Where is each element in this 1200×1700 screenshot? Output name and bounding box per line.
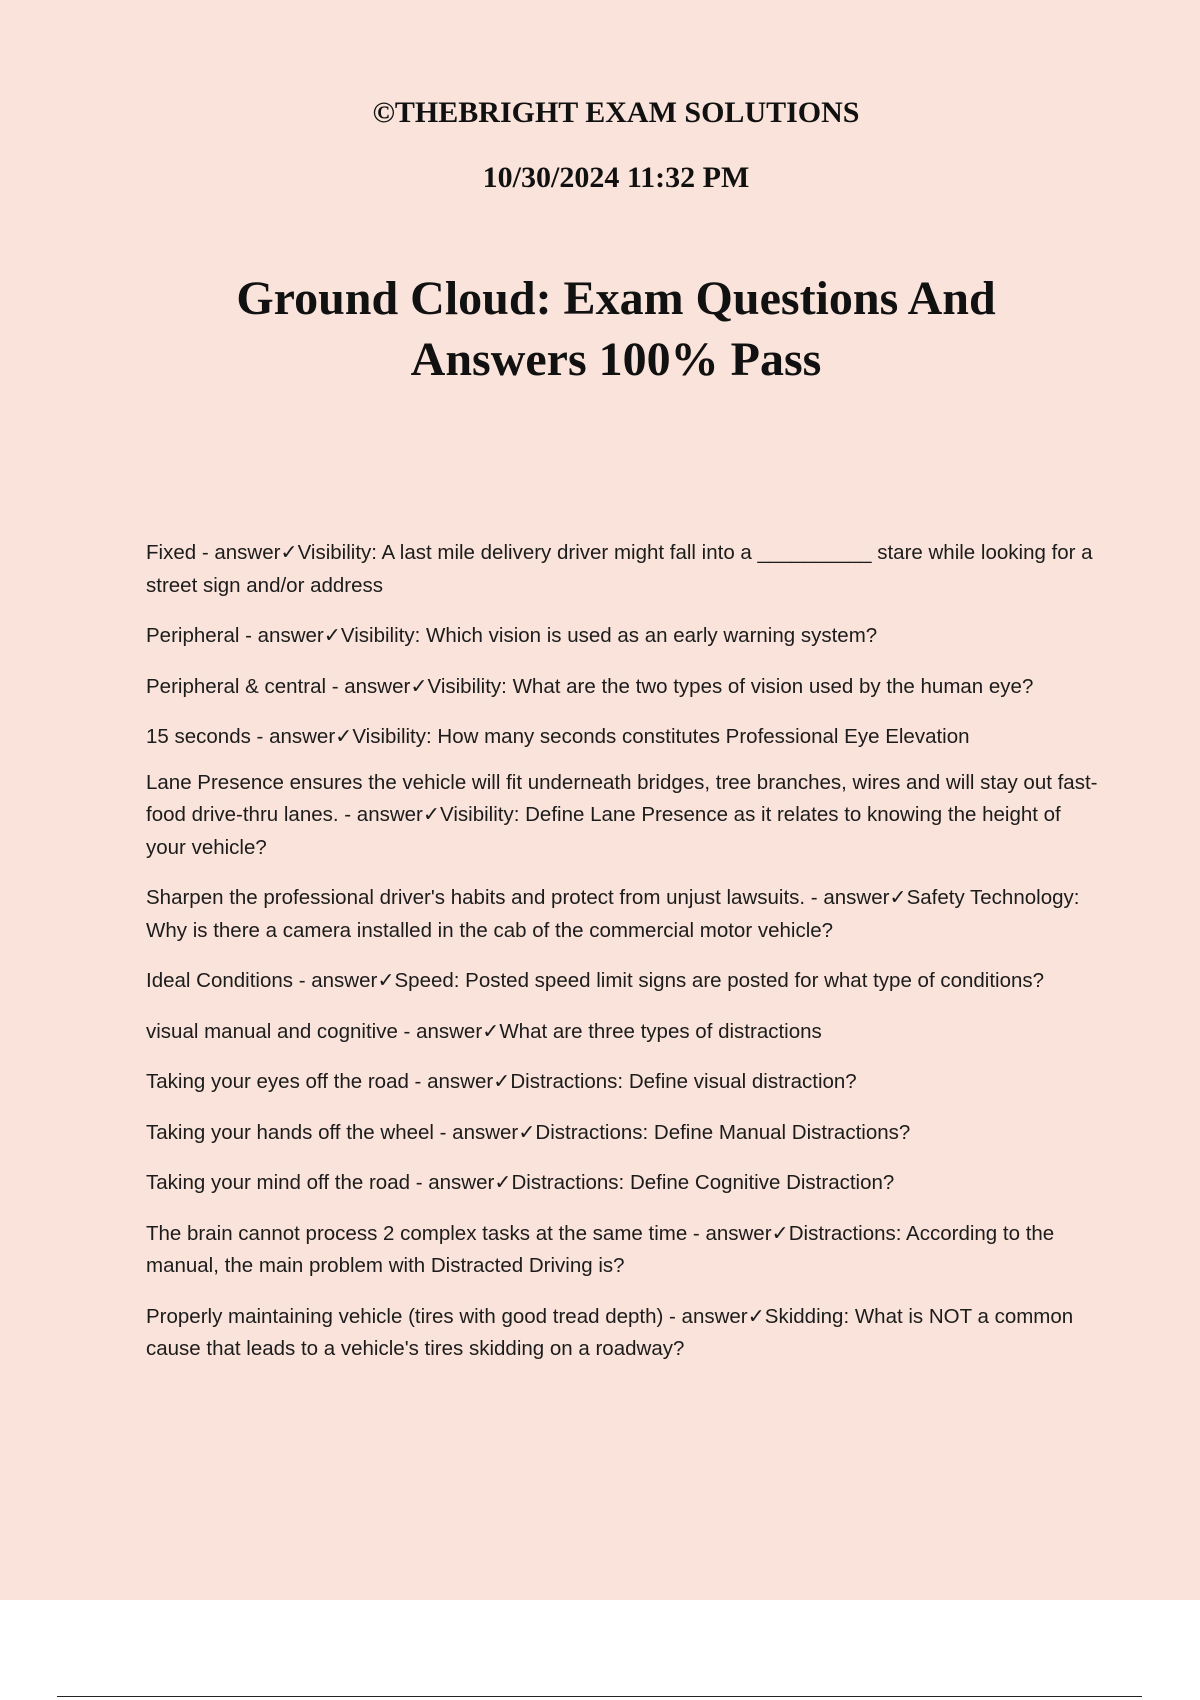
qa-item: Taking your mind off the road - answer✓Distractions: Define Cognitive Distraction? <box>146 1171 895 1194</box>
qa-item: visual manual and cognitive - answer✓What are three types of distractions <box>146 1019 822 1043</box>
qa-item: Taking your eyes off the road - answer✓Distractions: Define visual distraction? <box>146 1070 857 1093</box>
qa-list <box>146 537 1102 1384</box>
title-line-1: Ground Cloud: Exam Questions And <box>236 272 996 325</box>
qa-item: Fixed - answer✓Visibility: A last mile delivery driver might fall into a __________ stare while looking for a street sign and/or address <box>146 541 1093 597</box>
qa-item: Lane Presence ensures the vehicle will fit underneath bridges, tree branches, wires and will stay out fast-food drive-thru lanes. - answer✓Visibility: Define Lane Presence as it relates to knowing the height of your vehicle? <box>146 770 1098 859</box>
qa-item: Ideal Conditions - answer✓Speed: Posted speed limit signs are posted for what type of conditions? <box>146 969 1045 992</box>
qa-item: Peripheral - answer✓Visibility: Which vision is used as an early warning system? <box>146 624 878 647</box>
qa-item: Peripheral & central - answer✓Visibility: What are the two types of vision used by the human eye? <box>146 674 1034 698</box>
qa-item: Properly maintaining vehicle (tires with good tread depth) - answer✓Skidding: What is NOT a common cause that leads to a vehicle's tires skidding on a roadway? <box>146 1304 1074 1360</box>
qa-item: Sharpen the professional driver's habits and protect from unjust lawsuits. - answer✓Safety Technology: Why is there a camera installed in the cab of the commercial motor vehicle? <box>146 886 1080 942</box>
title-line-2: Answers 100% Pass <box>410 333 822 386</box>
qa-item: 15 seconds - answer✓Visibility: How many seconds constitutes Professional Eye Elevation <box>146 725 970 748</box>
brand-header: ©THEBRIGHT EXAM SOLUTIONS <box>372 96 860 129</box>
footer-divider <box>57 1696 1142 1697</box>
qa-item: Taking your hands off the wheel - answer✓Distractions: Define Manual Distractions? <box>146 1120 911 1144</box>
document-title <box>0 268 1200 390</box>
qa-item: The brain cannot process 2 complex tasks at the same time - answer✓Distractions: According to the manual, the main problem with Distracted Driving is? <box>146 1221 1055 1277</box>
document-datetime: 10/30/2024 11:32 PM <box>482 161 750 194</box>
